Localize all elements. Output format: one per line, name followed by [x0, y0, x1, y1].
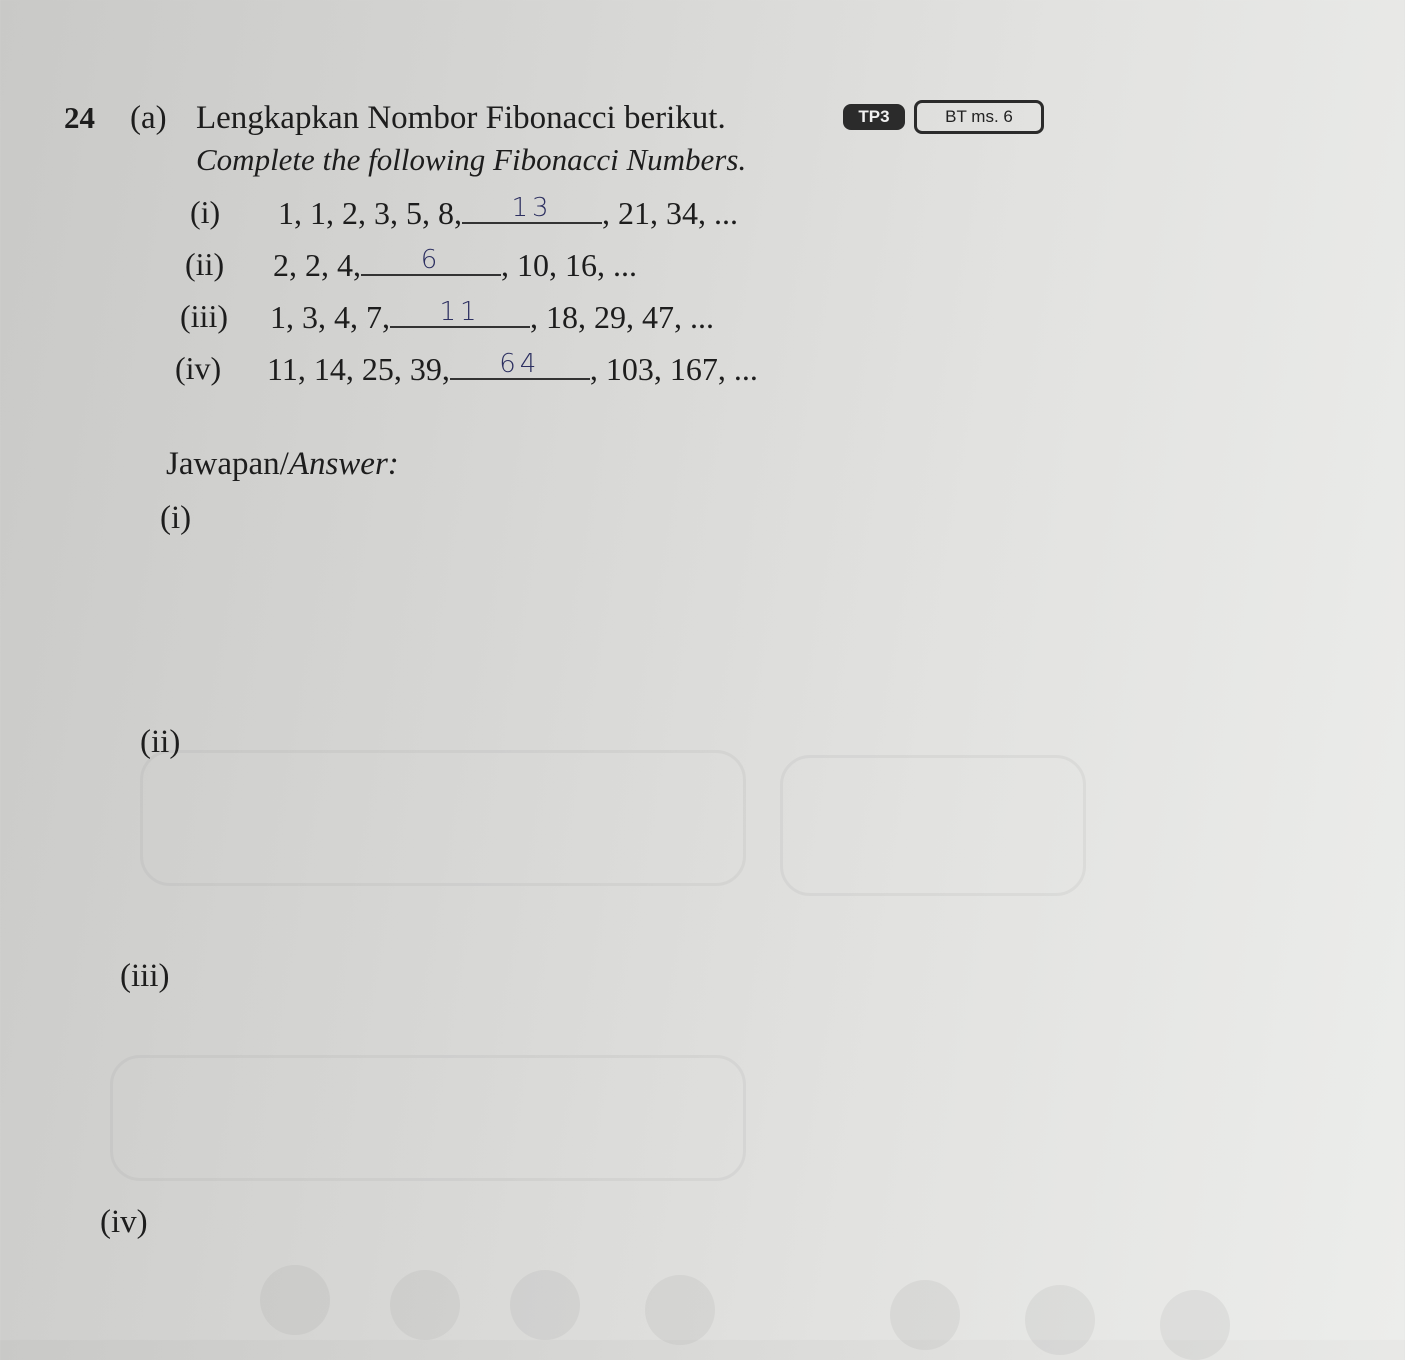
- question-part-label: (a): [130, 100, 167, 136]
- sequence-terms-after: , 21, 34, ...: [602, 195, 738, 231]
- sequence-terms-after: , 18, 29, 47, ...: [530, 299, 714, 335]
- answer-label-i: (i): [160, 500, 192, 536]
- item-label: (ii): [185, 246, 225, 282]
- answer-label-iii: (iii): [120, 958, 170, 994]
- answer-blank[interactable]: [390, 298, 530, 328]
- bt-page-reference-badge: BT ms. 6: [914, 100, 1044, 134]
- sequence-terms-before: 11, 14, 25, 39,: [267, 351, 450, 387]
- show-through-dot: [1025, 1285, 1095, 1355]
- handwritten-answer: 6: [420, 245, 442, 275]
- answer-heading-malay: Jawapan/: [166, 446, 289, 482]
- handwritten-answer: 64: [499, 349, 541, 379]
- question-title-english: Complete the following Fibonacci Numbers.: [196, 142, 747, 177]
- sequence-terms-before: 1, 1, 2, 3, 5, 8,: [278, 195, 462, 231]
- question-number: 24: [64, 100, 95, 135]
- answer-blank[interactable]: [361, 246, 501, 276]
- handwritten-answer: 11: [439, 297, 481, 327]
- item-label: (i): [190, 194, 221, 230]
- answer-blank[interactable]: [462, 194, 602, 224]
- question-title-malay: Lengkapkan Nombor Fibonacci berikut.: [196, 100, 726, 136]
- sequence-terms-after: , 103, 167, ...: [589, 351, 758, 387]
- sequence-terms-before: 1, 3, 4, 7,: [270, 299, 390, 335]
- show-through-box: [110, 1055, 746, 1181]
- show-through-box: [780, 755, 1086, 896]
- handwritten-answer: 13: [511, 193, 553, 223]
- answer-heading-english: Answer:: [288, 446, 399, 482]
- show-through-dot: [260, 1265, 330, 1335]
- tp-level-badge: TP3: [843, 104, 905, 130]
- show-through-dot: [510, 1270, 580, 1340]
- show-through-dot: [1160, 1290, 1230, 1360]
- show-through-dot: [645, 1275, 715, 1345]
- answer-heading: [166, 446, 399, 483]
- show-through-dot: [390, 1270, 460, 1340]
- item-label: (iii): [180, 298, 228, 334]
- show-through-box: [140, 750, 746, 886]
- sequence-terms-before: 2, 2, 4,: [273, 247, 361, 283]
- item-label: (iv): [175, 350, 222, 386]
- answer-label-iv: (iv): [100, 1204, 148, 1240]
- sequence-terms-after: , 10, 16, ...: [501, 247, 637, 283]
- answer-blank[interactable]: [450, 350, 590, 380]
- answer-label-ii: (ii): [140, 724, 181, 760]
